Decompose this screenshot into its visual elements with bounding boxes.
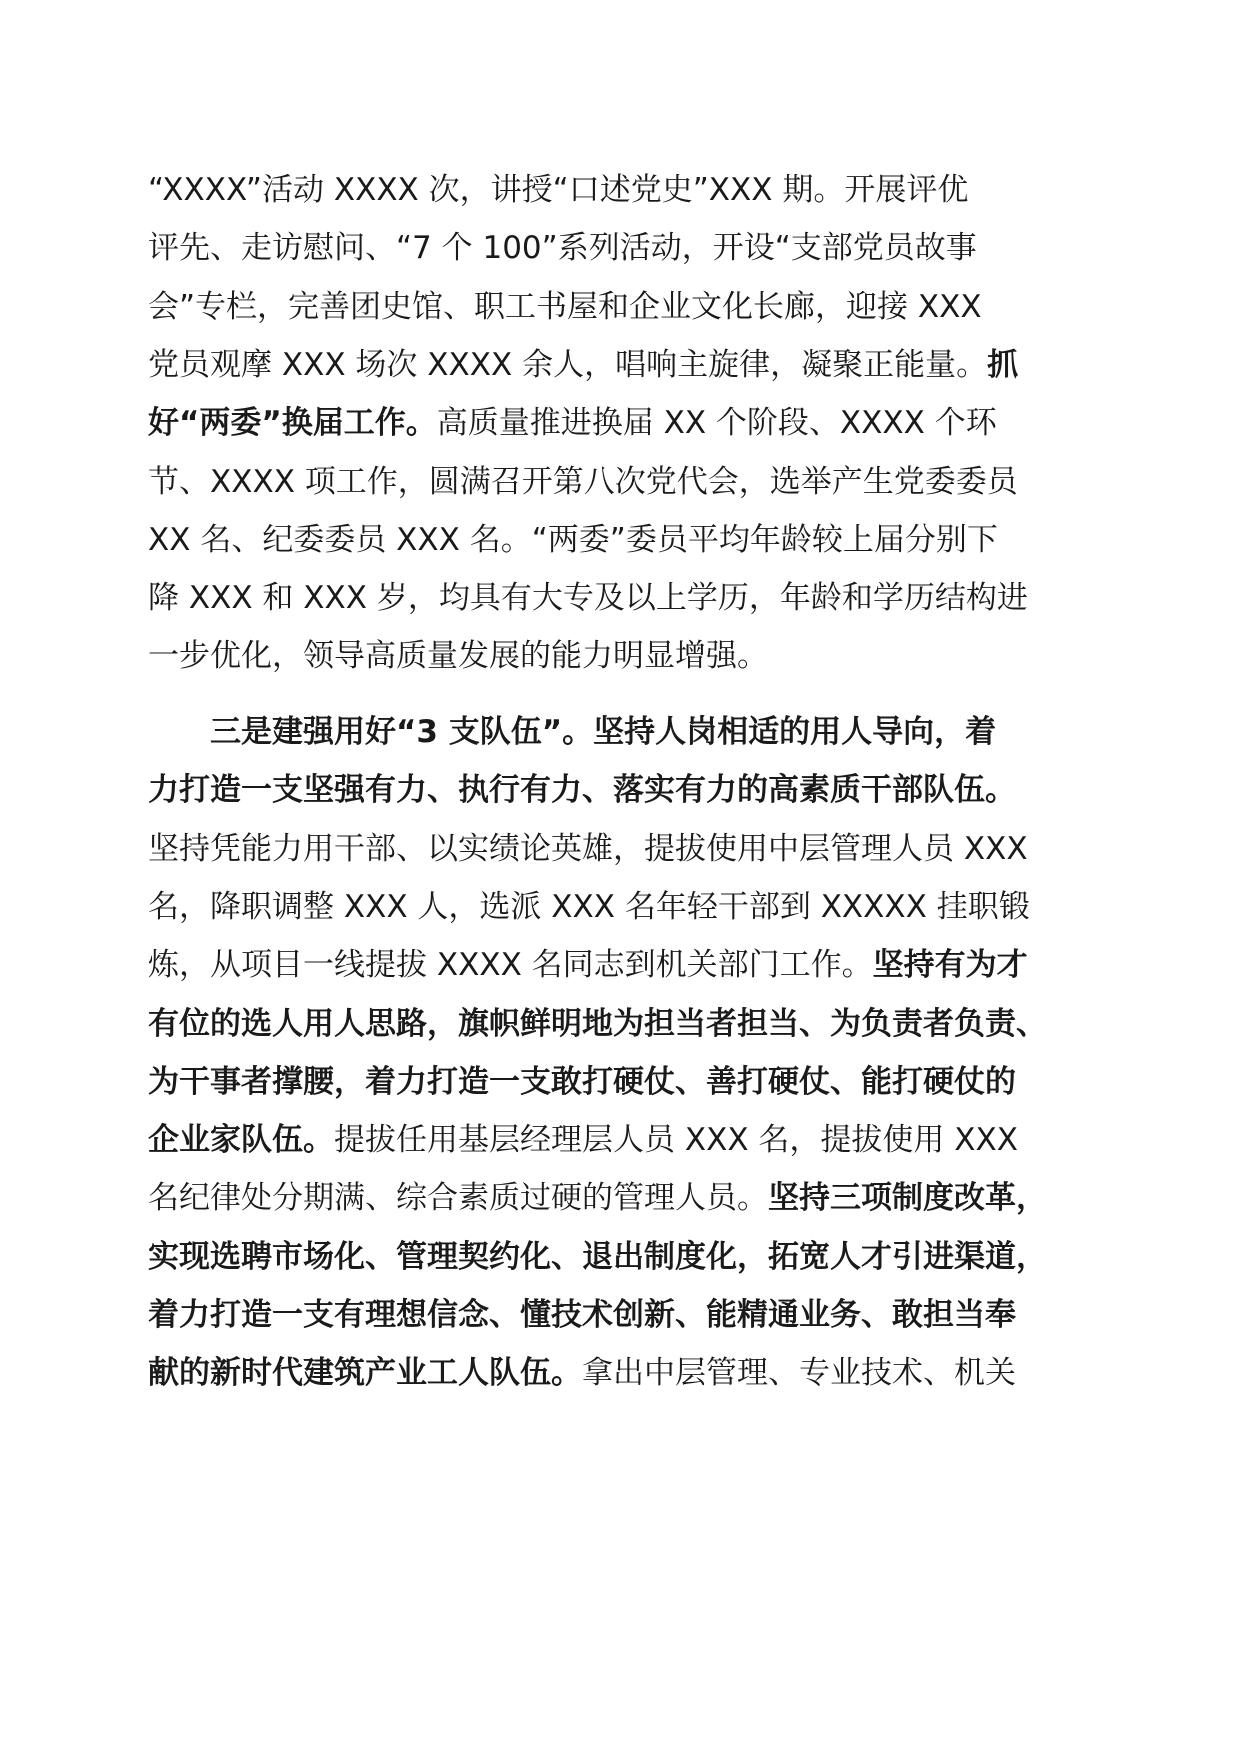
paragraph-1-line — [148, 391, 1108, 455]
paragraph-2-line — [148, 1050, 1108, 1114]
bold-text: 献的新时代建筑产业工人队伍。 — [148, 1355, 582, 1391]
body-text: 节、XXXX 项工作，圆满召开第八次党代会，选举产生党委委员 — [148, 464, 1018, 500]
paragraph-1-line — [148, 508, 1108, 572]
paragraph-2-line — [148, 933, 1108, 997]
paragraph-2-line — [148, 1283, 1108, 1347]
body-text: 评先、走访慰问、“7 个 100”系列活动，开设“支部党员故事 — [148, 230, 977, 266]
bold-text: 三是建强用好“3 支队伍”。坚持人岗相适的用人导向，着 — [210, 714, 997, 750]
paragraph-1-line — [148, 275, 1108, 339]
paragraph-1-line — [148, 158, 1108, 222]
paragraph-2-line — [148, 1225, 1108, 1289]
body-text: XX 名、纪委委员 XXX 名。“两委”委员平均年龄较上届分别下 — [148, 522, 998, 558]
bold-text: 着力打造一支有理想信念、懂技术创新、能精通业务、敢担当奉 — [148, 1297, 1016, 1333]
paragraph-2-line — [210, 700, 1170, 764]
body-text: 会”专栏，完善团史馆、职工书屋和企业文化长廊，迎接 XXX — [148, 289, 982, 325]
body-text: 高质量推进换届 XX 个阶段、XXXX 个环 — [436, 405, 997, 441]
paragraph-2-line — [148, 1341, 1108, 1405]
bold-text: 实现选聘市场化、管理契约化、退出制度化，拓宽人才引进渠道， — [148, 1239, 1047, 1275]
paragraph-1-line — [148, 566, 1108, 630]
bold-text: 坚持有为才 — [872, 947, 1028, 983]
body-text: 拿出中层管理、专业技术、机关 — [582, 1355, 1016, 1391]
paragraph-1-line — [148, 450, 1108, 514]
paragraph-1-line — [148, 216, 1108, 280]
bold-text: 力打造一支坚强有力、执行有力、落实有力的高素质干部队伍。 — [148, 772, 1016, 808]
bold-text: 为干事者撑腰，着力打造一支敢打硬仗、善打硬仗、能打硬仗的 — [148, 1064, 1016, 1100]
bold-text: 好“两委”换届工作。 — [148, 405, 437, 441]
bold-text: 坚持三项制度改革， — [768, 1180, 1047, 1216]
body-text: “XXXX”活动 XXXX 次，讲授“口述党史”XXX 期。开展评优 — [148, 172, 969, 208]
body-text: 名纪律处分期满、综合素质过硬的管理人员。 — [148, 1180, 768, 1216]
body-text: 降 XXX 和 XXX 岁，均具有大专及以上学历，年龄和学历结构进 — [148, 580, 1028, 616]
paragraph-1-line — [148, 333, 1108, 397]
paragraph-2-line — [148, 1166, 1108, 1230]
paragraph-2-line — [148, 1108, 1108, 1172]
body-text: 提拔任用基层经理层人员 XXX 名，提拔使用 XXX — [334, 1122, 1018, 1158]
paragraph-2-line — [148, 992, 1108, 1056]
body-text: 党员观摩 XXX 场次 XXXX 余人，唱响主旋律，凝聚正能量。 — [148, 347, 988, 383]
paragraph-2-line — [148, 817, 1108, 881]
body-text: 坚持凭能力用干部、以实绩论英雄，提拔使用中层管理人员 XXX — [148, 831, 1028, 867]
paragraph-2-line — [148, 875, 1108, 939]
bold-text: 抓 — [987, 347, 1019, 383]
body-text: 炼，从项目一线提拔 XXXX 名同志到机关部门工作。 — [148, 947, 873, 983]
paragraph-1-line — [148, 624, 1108, 688]
body-text: 名，降职调整 XXX 人，选派 XXX 名年轻干部到 XXXXX 挂职锻 — [148, 889, 1030, 925]
bold-text: 有位的选人用人思路，旗帜鲜明地为担当者担当、为负责者负责、 — [148, 1006, 1047, 1042]
bold-text: 企业家队伍。 — [148, 1122, 334, 1158]
paragraph-2-line — [148, 758, 1108, 822]
body-text: 一步优化，领导高质量发展的能力明显增强。 — [148, 638, 768, 674]
